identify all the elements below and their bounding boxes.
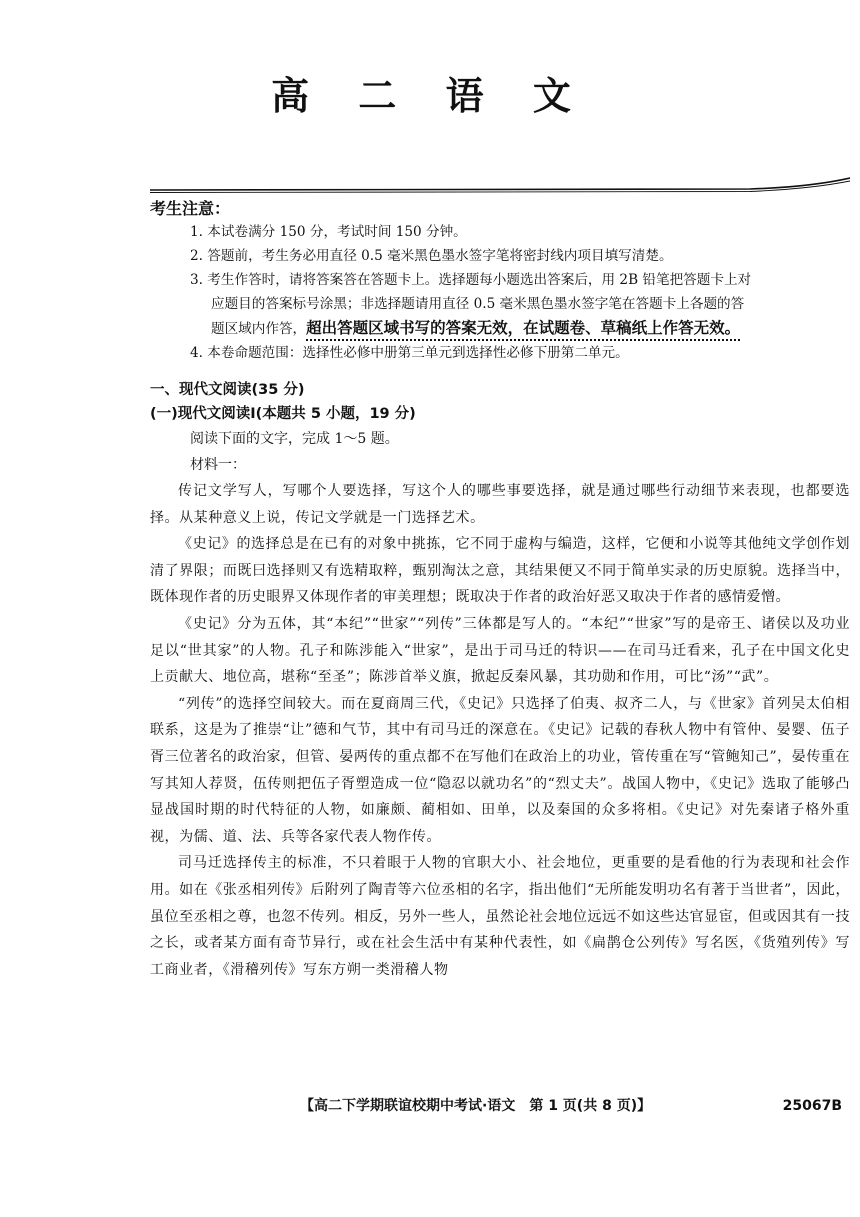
paragraph: 司马迁选择传主的标准，不只着眼于人物的官职大小、社会地位，更重要的是看他的行为表现和社会作用。如在《张丞相列传》后附列了陶青等六位丞相的名字，指出他们“无所能发明功名有著于当世者”，因此，虽位至丞相之尊，也忽不传列。相反，另外一些人，虽然论社会地位远远不如这些达官显宦，但或因其有一技之长，或者某方面有奇节异行，或在社会生活中有某种代表性，如《扁鹊仓公列传》写名医，《货殖列传》写工商业者，《滑稽列传》写东方朔一类滑稽人物: [150, 855, 850, 978]
notice-emphasis: 超出答题区域书写的答案无效，在试题卷、草稿纸上作答无效。: [306, 319, 741, 337]
notice-item-3-line-2: 应题目的答案标号涂黑；非选择题请用直径 0.5 毫米黑色墨水签字笔在答题卡上各题的答: [211, 296, 745, 312]
notice-item-3-line-1: 3. 考生作答时，请将答案答在答题卡上。选择题每小题选出答案后，用 2B 铅笔把答题卡上对: [190, 272, 752, 288]
notice-item-3-line-3: [190, 316, 850, 341]
paragraph: 《史记》的选择总是在已有的对象中挑拣，它不同于虚构与编造，这样，它便和小说等其他纯文学创作划清了界限；而既曰选择则又有选精取粹，甄别淘汰之意，其结果便又不同于简单实录的历史原貌。选择当中，既体现作者的历史眼界又体现作者的审美理想；既取决于作者的政治好恶又取决于作者的感情爱憎。: [150, 536, 850, 606]
notice-item-3-text: 题区域内作答，: [211, 321, 307, 337]
instruction: 阅读下面的文字，完成 1～5 题。: [190, 431, 399, 447]
notice-block: [150, 198, 850, 365]
notice-heading: 考生注意：: [150, 199, 231, 218]
page-footer: [150, 1093, 850, 1119]
notice-item-4: 4. 本卷命题范围：选择性必修中册第三单元到选择性必修下册第二单元。: [190, 345, 629, 361]
section-subheading: (一)现代文阅读Ⅰ(本题共 5 小题，19 分): [150, 406, 416, 422]
notice-item-3: [150, 268, 850, 341]
paragraph: 传记文学写人，写哪个人要选择，写这个人的哪些事要选择，就是通过哪些行动细节来表现，也都要选择。从某种意义上说，传记文学就是一门选择艺术。: [150, 483, 850, 526]
page-title: 高 二 语 文: [271, 73, 589, 118]
notice-item-1: 1. 本试卷满分 150 分，考试时间 150 分钟。: [190, 224, 467, 240]
header-rule: [150, 176, 850, 194]
notice-item-2: 2. 答题前，考生务必用直径 0.5 毫米黑色墨水签字笔将密封线内项目填写清楚。: [190, 248, 673, 264]
paper-code: 25067B: [782, 1098, 842, 1114]
reading-section: [150, 378, 850, 983]
footer-info: 【高二下学期联谊校期中考试·语文 第 1 页(共 8 页)】: [300, 1098, 652, 1114]
paragraph: “列传”的选择空间较大。而在夏商周三代，《史记》只选择了伯夷、叔齐二人，与《世家》首列吴太伯相联系，这是为了推崇“让”德和气节，其中有司马迁的深意在。《史记》记载的春秋人物中有管仲、晏婴、伍子胥三位著名的政治家，但管、晏两传的重点都不在写他们在政治上的功业，管传重在写“管鲍知己”，晏传重在写其知人荐贤，伍传则把伍子胥塑造成一位“隐忍以就功名”的“烈丈夫”。战国人物中，《史记》选取了能够凸显战国时期的时代特征的人物，如廉颇、蔺相如、田单，以及秦国的众多将相。《史记》对先秦诸子格外重视，为儒、道、法、兵等各家代表人物作传。: [150, 695, 850, 845]
material-label: 材料一：: [190, 457, 246, 473]
paragraph: 《史记》分为五体，其“本纪”“世家”“列传”三体都是写人的。“本纪”“世家”写的是帝王、诸侯以及功业足以“世其家”的人物。孔子和陈涉能入“世家”，是出于司马迁的特识——在司马迁看来，孔子在中国文化史上贡献大、地位高，堪称“至圣”；陈涉首举义旗，掀起反秦风暴，其功勋和作用，可比“汤”“武”。: [150, 615, 850, 686]
section-heading: 一、现代文阅读(35 分): [150, 382, 305, 398]
